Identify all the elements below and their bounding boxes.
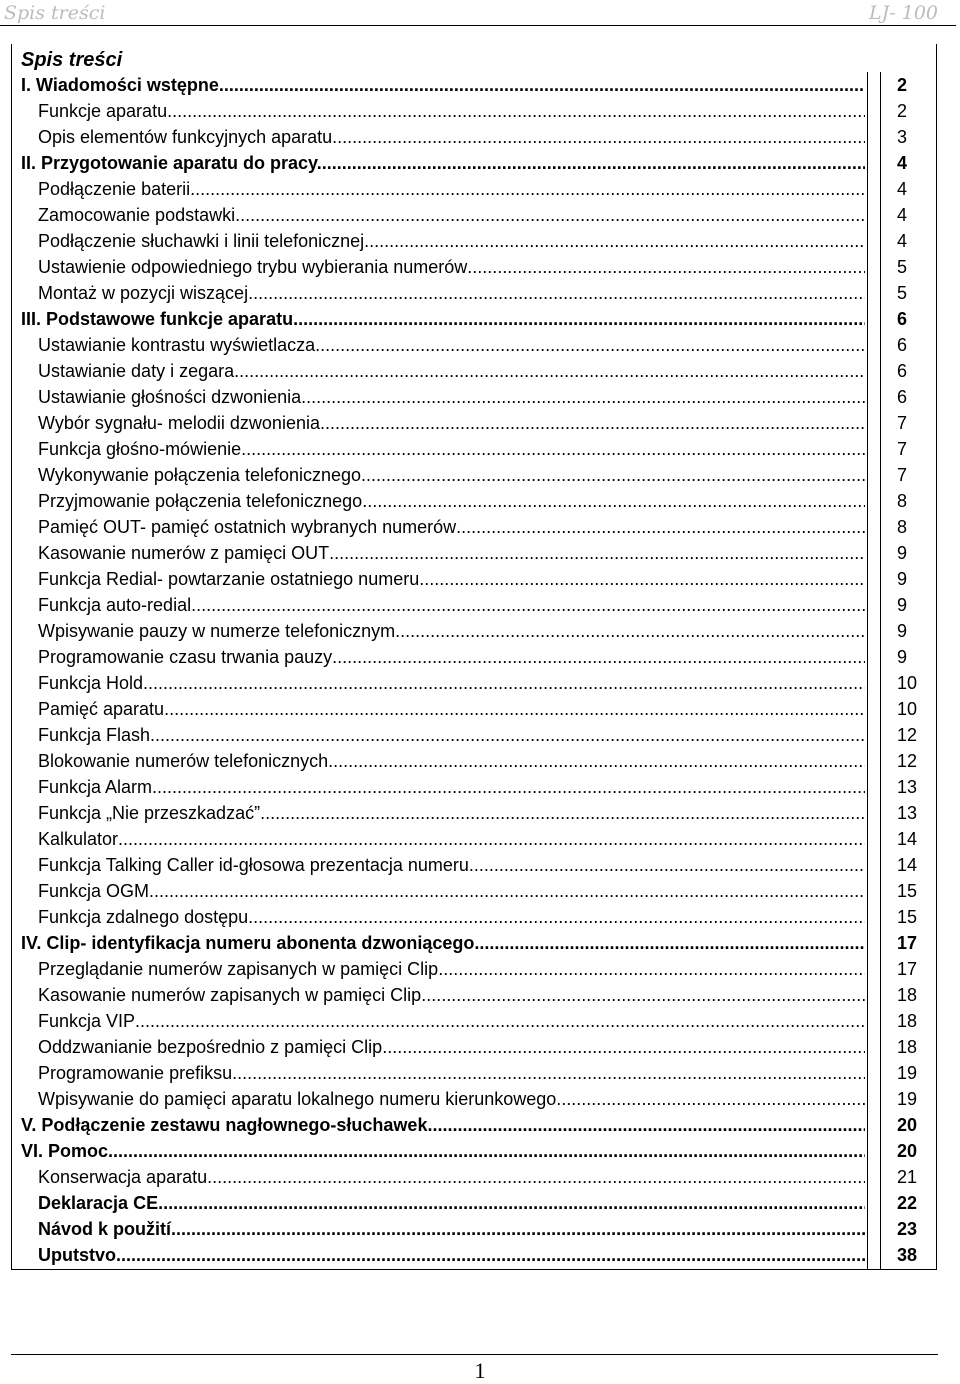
toc-entry[interactable] xyxy=(12,878,936,904)
toc-entry[interactable] xyxy=(12,930,936,956)
toc-entry-page: 6 xyxy=(897,386,908,407)
toc-entry-title-cell xyxy=(12,306,868,332)
column-gap xyxy=(868,904,881,930)
column-gap xyxy=(868,566,881,592)
column-gap xyxy=(868,202,881,228)
toc-entry[interactable] xyxy=(12,1086,936,1112)
toc-entry-title-cell xyxy=(12,852,868,878)
toc-entry-title: Ustawianie kontrastu wyświetlacza xyxy=(38,334,316,355)
dot-leader xyxy=(150,725,865,746)
toc-entry-page: 17 xyxy=(897,958,918,979)
toc-entry[interactable] xyxy=(12,436,936,462)
toc-entry-title-cell xyxy=(12,150,868,176)
toc-entry-title-cell xyxy=(12,826,868,852)
toc-entry[interactable] xyxy=(12,904,936,930)
dot-leader xyxy=(152,777,865,798)
toc-entry-page: 20 xyxy=(897,1140,918,1161)
column-gap xyxy=(868,1112,881,1138)
footer-page-number: 1 xyxy=(474,1358,486,1383)
toc-entry-page: 4 xyxy=(897,178,908,199)
toc-entry[interactable] xyxy=(12,202,936,228)
column-gap xyxy=(868,1086,881,1112)
column-gap xyxy=(868,722,881,748)
toc-entry-title: Wybór sygnału- melodii dzwonienia xyxy=(38,412,320,433)
toc-entry-page: 18 xyxy=(897,1010,918,1031)
header-title: Spis treści xyxy=(4,2,106,24)
column-gap xyxy=(868,254,881,280)
toc-entry-title: Ustawianie głośności dzwonienia xyxy=(38,386,302,407)
toc-entry[interactable] xyxy=(12,1164,936,1190)
dot-leader xyxy=(158,1193,865,1214)
toc-entry-title: Wpisywanie do pamięci aparatu lokalnego numeru kierunkowego xyxy=(38,1088,557,1109)
toc-entry-page: 21 xyxy=(897,1166,918,1187)
toc-entry-title-cell xyxy=(12,462,868,488)
toc-entry[interactable] xyxy=(12,852,936,878)
toc-entry-page: 6 xyxy=(897,360,908,381)
toc-entry-page: 4 xyxy=(897,204,908,225)
column-gap xyxy=(868,410,881,436)
dot-leader xyxy=(382,1037,865,1058)
toc-entry-title: Blokowanie numerów telefonicznych xyxy=(38,750,329,771)
toc-entry-title-cell xyxy=(12,774,868,800)
toc-entry-title: Funkcja „Nie przeszkadzać” xyxy=(38,802,261,823)
toc-entry-title-cell xyxy=(12,670,868,696)
toc-entry-page: 2 xyxy=(897,100,908,121)
toc-entry-title: Programowanie czasu trwania pauzy xyxy=(38,646,333,667)
dot-leader xyxy=(438,959,865,980)
toc-entry-title-cell xyxy=(12,1216,868,1242)
column-gap xyxy=(868,1164,881,1190)
dot-leader xyxy=(191,595,865,616)
dot-leader xyxy=(361,465,865,486)
footer-rule xyxy=(11,1354,938,1355)
toc-entry-title-cell xyxy=(12,1242,868,1269)
dot-leader xyxy=(332,647,865,668)
dot-leader xyxy=(328,751,865,772)
dot-leader xyxy=(108,1141,865,1162)
toc-entry-page: 9 xyxy=(897,542,908,563)
dot-leader xyxy=(260,803,865,824)
toc-entry-title-cell xyxy=(12,618,868,644)
toc-entry[interactable] xyxy=(12,98,936,124)
dot-leader xyxy=(293,309,865,330)
toc-entry-title-cell xyxy=(12,982,868,1008)
toc-entry[interactable] xyxy=(12,982,936,1008)
toc-entry-title: IV. Clip- identyfikacja numeru abonenta dzwoniącego xyxy=(21,932,475,953)
toc-entry-page: 7 xyxy=(897,464,908,485)
toc-entry-title-cell xyxy=(12,202,868,228)
dot-leader xyxy=(171,1219,865,1240)
dot-leader xyxy=(118,829,865,850)
toc-entry-page: 9 xyxy=(897,620,908,641)
toc-entry-page: 3 xyxy=(897,126,908,147)
toc-entry-title-cell xyxy=(12,332,868,358)
toc-entry[interactable] xyxy=(12,462,936,488)
column-gap xyxy=(868,592,881,618)
dot-leader xyxy=(322,153,865,174)
toc-entry-title-cell xyxy=(12,514,868,540)
toc-entry-page: 9 xyxy=(897,568,908,589)
column-gap xyxy=(868,280,881,306)
dot-leader xyxy=(167,101,865,122)
toc-entry-page: 5 xyxy=(897,256,908,277)
toc-title: Spis treści xyxy=(21,49,123,71)
toc-entry-title-cell xyxy=(12,1060,868,1086)
column-gap xyxy=(868,670,881,696)
column-gap xyxy=(868,436,881,462)
toc-entry-title-cell xyxy=(12,358,868,384)
toc-entry-title-cell xyxy=(12,1138,868,1164)
toc-entry[interactable] xyxy=(12,1112,936,1138)
dot-leader xyxy=(135,1011,865,1032)
column-gap xyxy=(868,1216,881,1242)
toc-entry[interactable] xyxy=(12,488,936,514)
dot-leader xyxy=(315,335,865,356)
column-gap xyxy=(868,306,881,332)
column-gap xyxy=(868,644,881,670)
toc-entry-page: 4 xyxy=(897,230,908,251)
toc-entry[interactable] xyxy=(12,618,936,644)
column-gap xyxy=(868,228,881,254)
toc-entry-title: Funkcja Flash xyxy=(38,724,151,745)
dot-leader xyxy=(301,387,865,408)
toc-entry-page: 13 xyxy=(897,776,918,797)
column-gap xyxy=(868,800,881,826)
toc-entry-title: Kalkulator xyxy=(38,828,119,849)
toc-entry[interactable] xyxy=(12,150,936,176)
column-gap xyxy=(868,852,881,878)
toc-entry-title: Funkcja Hold xyxy=(38,672,144,693)
toc-entry[interactable] xyxy=(12,1060,936,1086)
toc-entry[interactable] xyxy=(12,384,936,410)
dot-leader xyxy=(364,231,865,252)
dot-leader xyxy=(474,933,865,954)
toc-entry-title: Funkcja auto-redial xyxy=(38,594,192,615)
toc-entry[interactable] xyxy=(12,644,936,670)
toc-entry-title: Oddzwanianie bezpośrednio z pamięci Clip xyxy=(38,1036,383,1057)
header-model: LJ- 100 xyxy=(869,2,938,24)
toc-entry-title-cell xyxy=(12,1112,868,1138)
toc-entry[interactable] xyxy=(12,358,936,384)
toc-entry[interactable] xyxy=(12,774,936,800)
toc-entry-page: 7 xyxy=(897,438,908,459)
toc-entry-title: Wpisywanie pauzy w numerze telefonicznym xyxy=(38,620,396,641)
toc-entry[interactable] xyxy=(12,280,936,306)
toc-entry-title-cell xyxy=(12,748,868,774)
toc-entry-title: II. Przygotowanie aparatu do pracy. xyxy=(21,152,322,173)
toc-entry-title: Kasowanie numerów zapisanych w pamięci Clip xyxy=(38,984,422,1005)
toc-entry-title-cell xyxy=(12,124,868,150)
toc-entry-page: 10 xyxy=(897,698,918,719)
toc-entry-title: Deklaracja CE xyxy=(38,1192,159,1213)
toc-entry-title: Návod k použití xyxy=(38,1218,172,1239)
toc-entry-title: Pamięć aparatu xyxy=(38,698,165,719)
toc-entry-title: Funkcja Redial- powtarzanie ostatniego numeru xyxy=(38,568,420,589)
toc-entry-title-cell xyxy=(12,1086,868,1112)
toc-entry[interactable] xyxy=(12,1138,936,1164)
column-gap xyxy=(868,1242,881,1269)
toc-entry-title: V. Podłączenie zestawu nagłownego-słuchawek xyxy=(21,1114,428,1135)
header-rule xyxy=(0,25,956,26)
toc-entry-title-cell xyxy=(12,800,868,826)
toc-entry-page: 15 xyxy=(897,880,918,901)
dot-leader xyxy=(329,543,865,564)
dot-leader xyxy=(224,75,865,96)
toc-entry[interactable] xyxy=(12,540,936,566)
toc-entry-title-cell xyxy=(12,696,868,722)
toc-entry[interactable] xyxy=(12,748,936,774)
toc-entry-title: Funkcja OGM xyxy=(38,880,150,901)
toc-entry-title-cell xyxy=(12,540,868,566)
toc-entry-title: Zamocowanie podstawki. xyxy=(38,204,241,225)
dot-leader xyxy=(419,569,865,590)
toc-entry-page: 18 xyxy=(897,1036,918,1057)
toc-entry[interactable] xyxy=(12,592,936,618)
toc-entry-page: 4 xyxy=(897,152,908,173)
column-gap xyxy=(868,748,881,774)
toc-entry-title-cell xyxy=(12,228,868,254)
toc-entry[interactable] xyxy=(12,956,936,982)
toc-entry[interactable] xyxy=(12,1216,936,1242)
toc-entry[interactable] xyxy=(12,228,936,254)
toc-entry-title: Ustawianie daty i zegara xyxy=(38,360,235,381)
toc-entry-title: Funkcja zdalnego dostępu xyxy=(38,906,249,927)
toc-entry-title: Wykonywanie połączenia telefonicznego xyxy=(38,464,362,485)
column-gap xyxy=(868,1034,881,1060)
toc-entry-page: 10 xyxy=(897,672,918,693)
toc-entry[interactable] xyxy=(12,826,936,852)
column-gap xyxy=(868,540,881,566)
toc-entry-title-cell xyxy=(12,488,868,514)
toc-entry-page: 14 xyxy=(897,828,918,849)
toc-entry-title-cell xyxy=(12,384,868,410)
toc-entry[interactable] xyxy=(12,670,936,696)
toc-entry-title-cell xyxy=(12,904,868,930)
toc-entry-page: 19 xyxy=(897,1062,918,1083)
dot-leader xyxy=(337,127,865,148)
column-gap xyxy=(868,488,881,514)
toc-entry-title-cell xyxy=(12,410,868,436)
toc-entry-page: 9 xyxy=(897,594,908,615)
toc-entry-title-cell xyxy=(12,1190,868,1216)
column-gap xyxy=(868,826,881,852)
toc-entry-title: I. Wiadomości wstępne. xyxy=(21,74,224,95)
toc-entry[interactable] xyxy=(12,696,936,722)
toc-entry[interactable] xyxy=(12,1190,936,1216)
toc-entry-title: Kasowanie numerów z pamięci OUT xyxy=(38,542,330,563)
toc-entry-title: III. Podstawowe funkcje aparatu xyxy=(21,308,294,329)
column-gap xyxy=(868,982,881,1008)
toc-entry[interactable] xyxy=(12,1242,936,1269)
toc-entry-page: 18 xyxy=(897,984,918,1005)
toc-entry-title: Pamięć OUT- pamięć ostatnich wybranych numerów xyxy=(38,516,457,537)
column-gap xyxy=(868,1138,881,1164)
toc-entry-title-cell xyxy=(12,98,868,124)
dot-leader xyxy=(556,1089,865,1110)
dot-leader xyxy=(248,283,865,304)
toc-entry-title-cell xyxy=(12,722,868,748)
dot-leader xyxy=(195,179,865,200)
toc-entry-title-cell xyxy=(12,436,868,462)
toc-entry-title: Funkcja Alarm xyxy=(38,776,153,797)
toc-entry[interactable] xyxy=(12,410,936,436)
toc-entry-title-cell xyxy=(12,176,868,202)
toc-entry-title-cell xyxy=(12,644,868,670)
toc-entry-title: Funkcja głośno-mówienie xyxy=(38,438,242,459)
toc-entry-title-cell xyxy=(12,1034,868,1060)
toc-entry-title-cell xyxy=(12,930,868,956)
toc-entry-page: 14 xyxy=(897,854,918,875)
toc-entry-title: Przyjmowanie połączenia telefonicznego xyxy=(38,490,363,511)
toc-entry-page: 6 xyxy=(897,308,908,329)
toc-entry-title-cell xyxy=(12,254,868,280)
dot-leader xyxy=(232,1063,865,1084)
toc-entry[interactable] xyxy=(12,566,936,592)
dot-leader xyxy=(207,1167,865,1188)
column-gap xyxy=(868,696,881,722)
toc-entry-page: 7 xyxy=(897,412,908,433)
toc-entry-page: 23 xyxy=(897,1218,918,1239)
toc-entry-page: 8 xyxy=(897,516,908,537)
toc-entry[interactable] xyxy=(12,722,936,748)
toc-entry-title: Podłączenie słuchawki i linii telefonicznej xyxy=(38,230,365,251)
dot-leader xyxy=(467,257,865,278)
dot-leader xyxy=(164,699,865,720)
toc-entry-title: Opis elementów funkcyjnych aparatu. xyxy=(38,126,338,147)
dot-leader xyxy=(421,985,865,1006)
toc-entry-title: Funkcja Talking Caller id-głosowa prezentacja numeru xyxy=(38,854,469,875)
column-gap xyxy=(868,1008,881,1034)
toc-entry-page: 9 xyxy=(897,646,908,667)
column-gap xyxy=(868,98,881,124)
toc-entry-title-cell xyxy=(12,566,868,592)
toc-entry-page: 15 xyxy=(897,906,918,927)
toc-entry-page: 13 xyxy=(897,802,918,823)
toc-entry[interactable] xyxy=(12,254,936,280)
toc-entry-page: 20 xyxy=(897,1114,918,1135)
toc-entry-page: 12 xyxy=(897,724,918,745)
toc-entry-title: VI. Pomoc xyxy=(21,1140,109,1161)
toc-entry-page: 17 xyxy=(897,932,918,953)
column-gap xyxy=(868,358,881,384)
toc-entry-page: 8 xyxy=(897,490,908,511)
dot-leader xyxy=(320,413,865,434)
column-gap xyxy=(868,878,881,904)
toc-entry[interactable] xyxy=(12,514,936,540)
page-header xyxy=(0,0,960,26)
column-gap xyxy=(868,774,881,800)
dot-leader xyxy=(456,517,865,538)
column-gap xyxy=(868,150,881,176)
dot-leader xyxy=(241,439,865,460)
column-gap xyxy=(868,176,881,202)
dot-leader xyxy=(362,491,865,512)
toc-entry-page: 2 xyxy=(897,74,908,95)
toc-entry-title-cell xyxy=(12,72,868,98)
column-gap xyxy=(868,332,881,358)
toc-entry-title: Funkcje aparatu xyxy=(38,100,168,121)
dot-leader xyxy=(234,361,865,382)
toc-entry[interactable] xyxy=(12,800,936,826)
column-gap xyxy=(868,384,881,410)
toc-entry-title-cell xyxy=(12,1008,868,1034)
toc-entry-title: Programowanie prefiksu xyxy=(38,1062,233,1083)
toc-entry-title-cell xyxy=(12,592,868,618)
toc-entry-page: 19 xyxy=(897,1088,918,1109)
toc-entry-title-cell xyxy=(12,280,868,306)
toc-entry-title: Funkcja VIP xyxy=(38,1010,136,1031)
column-gap xyxy=(868,124,881,150)
dot-leader xyxy=(149,881,865,902)
toc-entry-title-cell xyxy=(12,878,868,904)
column-gap xyxy=(868,72,881,98)
column-gap xyxy=(868,514,881,540)
toc-entry[interactable] xyxy=(12,124,936,150)
dot-leader xyxy=(469,855,865,876)
toc-rows xyxy=(12,72,936,1269)
dot-leader xyxy=(427,1115,865,1136)
toc-entry-title: Przeglądanie numerów zapisanych w pamięci Clip xyxy=(38,958,439,979)
dot-leader xyxy=(240,205,865,226)
toc-entry-page: 6 xyxy=(897,334,908,355)
toc-entry-page: 38 xyxy=(897,1245,918,1265)
toc-entry-title-cell xyxy=(12,956,868,982)
column-gap xyxy=(868,462,881,488)
dot-leader xyxy=(248,907,865,928)
toc-entry[interactable] xyxy=(12,176,936,202)
toc-entry[interactable] xyxy=(12,1008,936,1034)
dot-leader xyxy=(116,1245,865,1266)
toc-entry-title: Montaż w pozycji wiszącej xyxy=(38,282,249,303)
toc-entry-page: 5 xyxy=(897,282,908,303)
toc-entry-page: 12 xyxy=(897,750,918,771)
column-gap xyxy=(868,956,881,982)
toc-entry[interactable] xyxy=(12,72,936,98)
toc-entry-title: Konserwacja aparatu xyxy=(38,1166,208,1187)
toc-entry[interactable] xyxy=(12,1034,936,1060)
toc-entry-title: Podłączenie baterii. xyxy=(38,178,196,199)
dot-leader xyxy=(143,673,865,694)
toc-entry[interactable] xyxy=(12,306,936,332)
column-gap xyxy=(868,1190,881,1216)
toc-entry[interactable] xyxy=(12,332,936,358)
toc-entry-title: Uputstvo xyxy=(38,1245,116,1265)
toc-entry-page: 22 xyxy=(897,1192,918,1213)
table-of-contents xyxy=(11,44,937,1270)
dot-leader xyxy=(395,621,865,642)
column-gap xyxy=(868,930,881,956)
toc-entry-title-cell xyxy=(12,1164,868,1190)
toc-entry-title: Ustawienie odpowiedniego trybu wybierania numerów xyxy=(38,256,468,277)
column-gap xyxy=(868,1060,881,1086)
column-gap xyxy=(868,618,881,644)
